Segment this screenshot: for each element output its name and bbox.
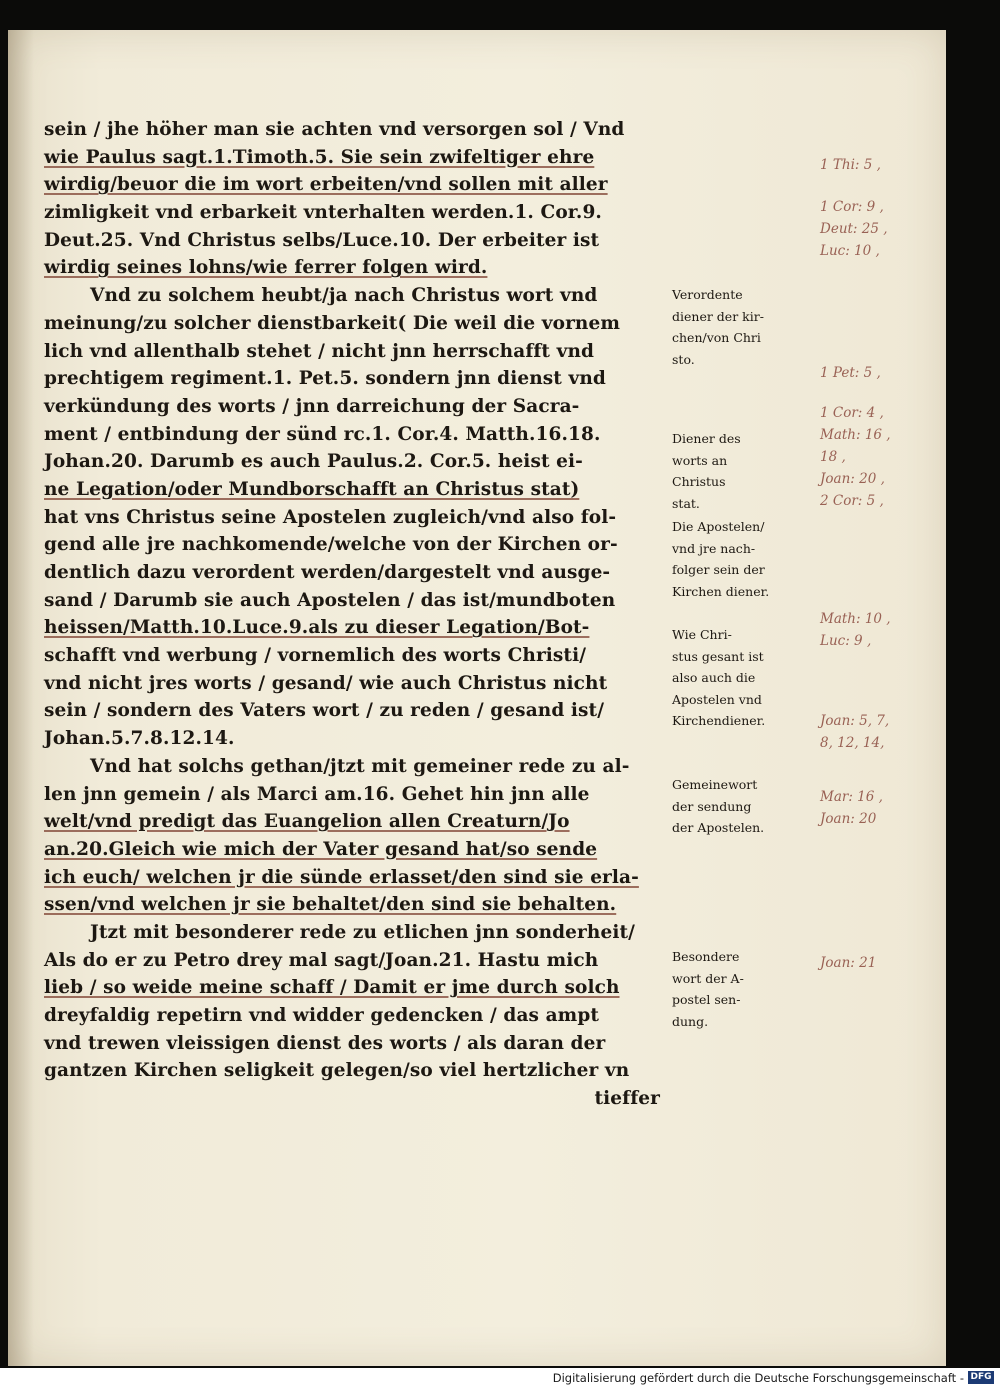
text-line: Jtzt mit besonderer rede zu etlichen jnn sonderheit/ (90, 921, 635, 943)
text-line: Johan.5.7.8.12.14. (44, 728, 235, 750)
margin-gloss-5 (672, 774, 802, 839)
gloss-line: Christus (672, 474, 726, 489)
handwritten-note-2 (820, 196, 950, 262)
text-line: lieb / so weide meine schaff / Damit er jme durch solch (44, 977, 620, 999)
text-line: ssen/vnd welchen jr sie behaltet/den sind sie behalten. (44, 894, 617, 916)
gloss-line: Kirchen diener. (672, 583, 770, 599)
text-line: Johan.20. Darumb es auch Paulus.2. Cor.5. heist ei- (44, 451, 583, 473)
note-line: 2 Cor: 5 , (820, 493, 884, 509)
note-line: Math: 10 , (820, 611, 891, 627)
footer-credit: Digitalisierung gefördert durch die Deutsche Forschungsgemeinschaft - (552, 1371, 964, 1385)
text-line: ich euch/ welchen jr die sünde erlasset/den sind sie erla- (44, 866, 639, 888)
text-line: Als do er zu Petro drey mal sagt/Joan.21. Hastu mich (44, 949, 599, 971)
gloss-line: wort der A- (672, 970, 744, 986)
handwritten-note-5 (820, 608, 950, 652)
gloss-line: postel sen- (672, 992, 741, 1007)
dfg-logo: DFG (968, 1371, 994, 1384)
note-line: Luc: 10 , (820, 243, 880, 259)
gloss-line: diener der kir- (672, 308, 764, 324)
text-line: sein / sondern des Vaters wort / zu reden / gesand ist/ (44, 700, 605, 722)
text-line: wirdig/beuor die im wort erbeiten/vnd sollen mit aller (44, 174, 608, 196)
gloss-line: Besondere (672, 949, 740, 964)
margin-gloss-6 (672, 946, 802, 1032)
gloss-line: Verordente (672, 287, 743, 302)
note-line: 1 Cor: 4 , (820, 405, 884, 421)
gloss-line: Gemeinewort (672, 777, 758, 792)
gloss-line: chen/von Chri (672, 330, 761, 345)
handwritten-note-7 (820, 786, 950, 830)
note-line: 8, 12, 14, (820, 735, 885, 751)
text-line: prechtigem regiment.1. Pet.5. sondern jnn dienst vnd (44, 368, 606, 390)
text-line: lich vnd allenthalb stehet / nicht jnn herrschafft vnd (44, 340, 595, 362)
text-line: dentlich dazu verordent werden/dargestelt vnd ausge- (44, 562, 611, 583)
text-line: welt/vnd predigt das Euangelion allen Creaturn/Jo (44, 811, 570, 833)
text-line: gantzen Kirchen seligkeit gelegen/so viel hertzlicher vn (44, 1060, 630, 1082)
note-line: Joan: 20 , (820, 471, 885, 487)
handwritten-note-8 (820, 952, 950, 974)
gloss-line: Die Apostelen/ (672, 519, 765, 534)
note-line: 1 Cor: 9 , (820, 199, 884, 215)
text-line: zimligkeit vnd erbarkeit vnterhalten werden.1. Cor.9. (44, 202, 602, 224)
text-line: ment / entbindung der sünd rc.1. Cor.4. Matth.16.18. (44, 423, 601, 445)
gloss-line: worts an (672, 452, 728, 468)
footer-bar (0, 1368, 1000, 1388)
body-text (44, 116, 686, 1113)
note-line: Math: 16 , (820, 427, 891, 443)
note-line: Joan: 20 (820, 811, 877, 827)
text-line: sein / jhe höher man sie achten vnd versorgen sol / Vnd (44, 119, 625, 140)
margin-gloss-3 (672, 516, 802, 602)
text-line: wirdig seines lohns/wie ferrer folgen wird. (44, 257, 488, 279)
note-line: Joan: 21 (820, 955, 877, 971)
gloss-line: Kirchendiener. (672, 713, 766, 728)
text-line: sand / Darumb sie auch Apostelen / das ist/mundboten (44, 589, 616, 611)
gloss-line: folger sein der (672, 562, 765, 577)
gloss-line: stat. (672, 495, 700, 511)
text-line: tieffer (594, 1088, 660, 1110)
handwritten-note-4 (820, 402, 950, 512)
margin-gloss-4 (672, 624, 802, 732)
text-line: an.20.Gleich wie mich der Vater gesand hat/so sende (44, 838, 598, 860)
margin-gloss-2 (672, 428, 802, 514)
handwritten-note-3 (820, 362, 950, 384)
text-line: Vnd hat solchs gethan/jtzt mit gemeiner rede zu al- (90, 755, 630, 777)
handwritten-note-1 (820, 154, 950, 176)
note-line: Deut: 25 , (820, 221, 888, 237)
text-line: len jnn gemein / als Marci am.16. Gehet hin jnn alle (44, 783, 590, 805)
text-line: vnd trewen vleissigen dienst des worts / als daran der (44, 1032, 606, 1054)
text-line: verkündung des worts / jnn darreichung der Sacra- (44, 395, 580, 417)
text-line: ne Legation/oder Mundborschafft an Christus stat) (44, 478, 580, 500)
text-line: schafft vnd werbung / vornemlich des worts Christi/ (44, 645, 587, 667)
text-line: dreyfaldig repetirn vnd widder gedencken / das ampt (44, 1005, 600, 1026)
gloss-line: dung. (672, 1013, 709, 1029)
gloss-line: Diener des (672, 431, 741, 446)
note-line: 1 Thi: 5 , (820, 157, 881, 173)
text-line: meinung/zu solcher dienstbarkeit( Die weil die vornem (44, 312, 621, 334)
note-line: Mar: 16 , (820, 789, 883, 805)
gloss-line: also auch die (672, 670, 756, 685)
book-page (8, 30, 946, 1366)
text-line: Vnd zu solchem heubt/ja nach Christus wort vnd (90, 285, 598, 307)
gloss-line: der sendung (672, 798, 752, 814)
text-line: heissen/Matth.10.Luce.9.als zu dieser Legation/Bot- (44, 617, 590, 639)
gloss-line: stus gesant ist (672, 648, 764, 664)
gloss-line: der Apostelen. (672, 820, 765, 835)
gloss-line: vnd jre nach- (672, 540, 756, 556)
text-line: vnd nicht jres worts / gesand/ wie auch Christus nicht (44, 672, 608, 694)
gloss-line: Wie Chri- (672, 627, 732, 642)
note-line: Luc: 9 , (820, 633, 872, 649)
gloss-line: sto. (672, 351, 695, 367)
margin-gloss-1 (672, 284, 802, 370)
note-line: 18 , (820, 449, 846, 465)
note-line: 1 Pet: 5 , (820, 365, 881, 381)
text-line: gend alle jre nachkomende/welche von der Kirchen or- (44, 534, 618, 556)
text-line: wie Paulus sagt.1.Timoth.5. Sie sein zwifeltiger ehre (44, 146, 595, 168)
text-line: Deut.25. Vnd Christus selbs/Luce.10. Der erbeiter ist (44, 229, 600, 251)
handwritten-note-6 (820, 710, 950, 754)
text-line: hat vns Christus seine Apostelen zugleich/vnd also fol- (44, 506, 617, 528)
note-line: Joan: 5, 7, (820, 713, 890, 729)
gloss-line: Apostelen vnd (672, 691, 762, 707)
